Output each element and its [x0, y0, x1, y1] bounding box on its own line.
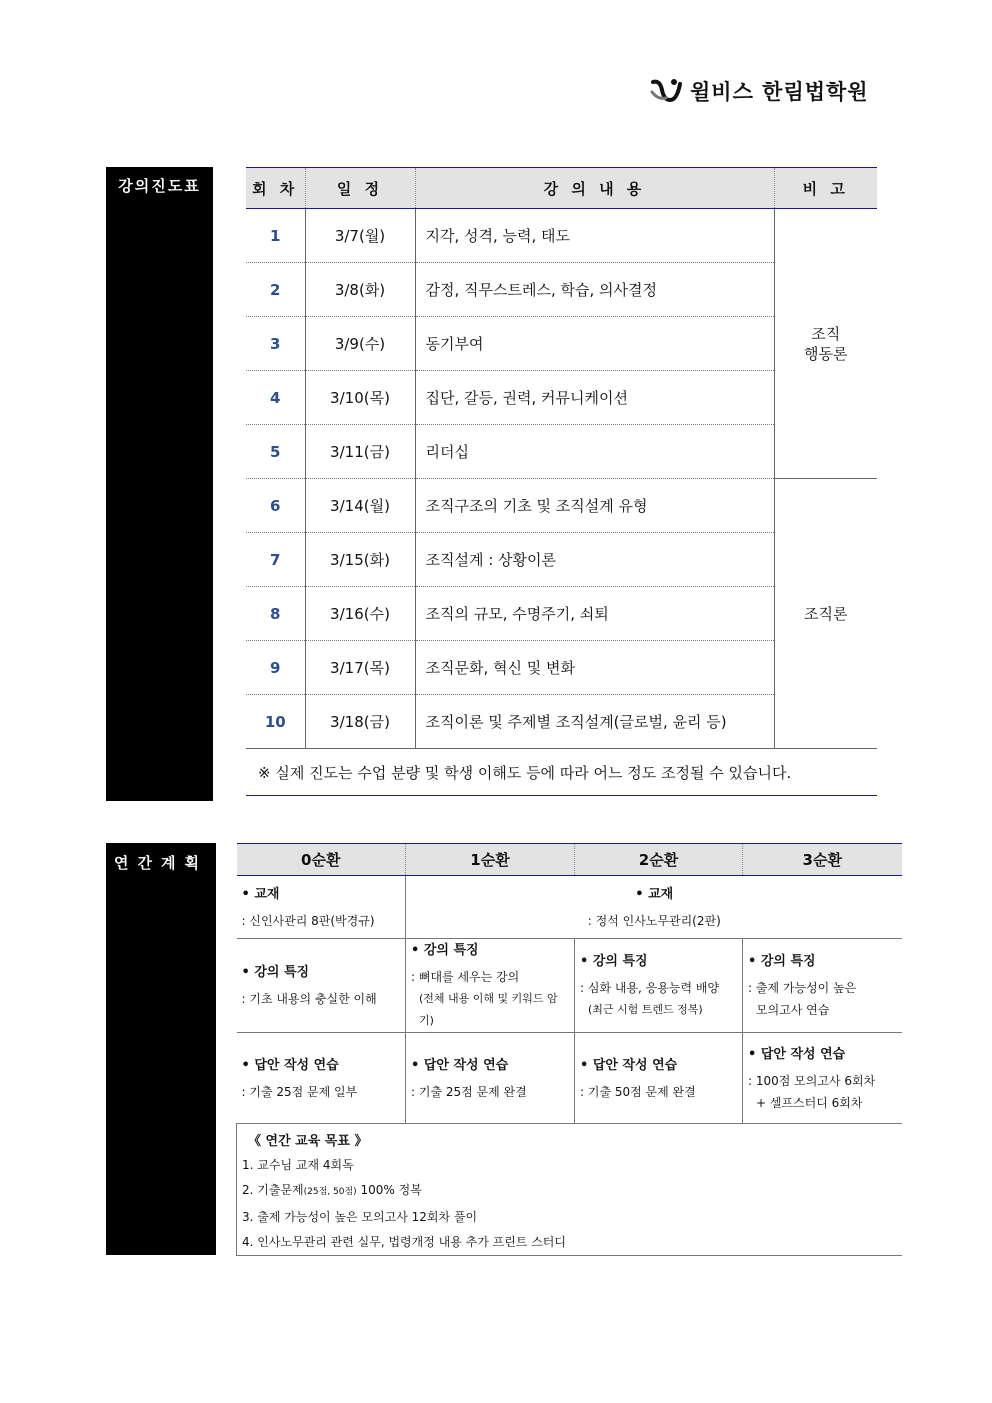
annual-plan-table [236, 843, 902, 1256]
academy-logo-text: 윌비스 한림법학원 [690, 80, 869, 104]
goal-item-part: 100% 정복 [356, 1183, 422, 1197]
answer-text: : 기출 25점 문제 완결 [411, 1084, 527, 1099]
features-text: : 기초 내용의 충실한 이해 [241, 992, 377, 1006]
session-content: 조직구조의 기초 및 조직설계 유형 [415, 479, 774, 533]
session-content: 감정, 직무스트레스, 학습, 의사결정 [415, 263, 774, 317]
session-content: 집단, 갈등, 권력, 커뮤니케이션 [415, 371, 774, 425]
plan-header-row [237, 844, 902, 876]
answer-title: • 답안 작성 연습 [748, 1046, 846, 1062]
answer-title: • 답안 작성 연습 [580, 1057, 678, 1073]
session-number: 7 [246, 533, 305, 587]
header-session: 회 차 [246, 168, 305, 209]
features-title: • 강의 특징 [411, 943, 479, 958]
textbook-text: : 신인사관리 8판(박경규) [241, 913, 375, 928]
plan-side-label-bar [106, 843, 216, 1255]
plan-side-label: 연간계획 [114, 854, 208, 872]
header-note: 비 고 [774, 168, 877, 209]
schedule-side-label: 강의진도표 [118, 177, 201, 195]
session-date: 3/16(수) [305, 587, 415, 641]
session-date: 3/18(금) [305, 695, 415, 749]
header-round-1: 1순환 [406, 844, 575, 876]
features-title: • 강의 특징 [748, 954, 816, 969]
session-number: 6 [246, 479, 305, 533]
answer-round-3 [743, 1033, 902, 1124]
answer-round-0 [237, 1033, 406, 1124]
header-round-0: 0순환 [237, 844, 406, 876]
session-content: 리더십 [415, 425, 774, 479]
goal-item-part: 2. 기출문제 [242, 1183, 304, 1197]
answer-text: : 100점 모의고사 6회차 [748, 1073, 876, 1088]
academy-logo [650, 74, 890, 108]
textbook-title: • 교재 [635, 886, 674, 902]
answer-title: • 답안 작성 연습 [411, 1057, 509, 1073]
features-subtext: (전체 내용 이해 및 키워드 암기) [419, 992, 558, 1027]
goal-item-small: (25점, 50점) [303, 1187, 357, 1197]
footnote-row [246, 749, 877, 796]
textbook-row [237, 876, 902, 939]
header-content: 강 의 내 용 [415, 168, 774, 209]
textbook-round-1-3 [406, 876, 902, 939]
answer-round-2 [575, 1033, 743, 1124]
answer-text: : 기출 50점 문제 완결 [580, 1084, 696, 1099]
textbook-round-0 [237, 876, 406, 939]
session-date: 3/9(수) [305, 317, 415, 371]
answer-title: • 답안 작성 연습 [241, 1057, 339, 1073]
textbook-title: • 교재 [241, 886, 280, 902]
lecture-schedule-table [246, 167, 877, 796]
academy-logo-icon [650, 76, 686, 106]
note-organization-theory: 조직론 [774, 479, 877, 749]
goals-title: 《 연간 교육 목표 》 [248, 1134, 368, 1149]
features-row [237, 939, 902, 1033]
session-number: 9 [246, 641, 305, 695]
session-date: 3/14(월) [305, 479, 415, 533]
session-number: 3 [246, 317, 305, 371]
session-date: 3/8(화) [305, 263, 415, 317]
features-round-3 [743, 939, 902, 1033]
textbook-text: : 정석 인사노무관리(2판) [587, 913, 721, 928]
header-date: 일 정 [305, 168, 415, 209]
session-number: 8 [246, 587, 305, 641]
session-date: 3/10(목) [305, 371, 415, 425]
note-organizational-behavior [774, 209, 877, 479]
features-subtext: 모의고사 연습 [756, 1003, 830, 1017]
session-number: 1 [246, 209, 305, 263]
answer-practice-row [237, 1033, 902, 1124]
goal-item: 4. 인사노무관리 관련 실무, 법령개정 내용 추가 프린트 스터디 [242, 1235, 566, 1249]
session-number: 4 [246, 371, 305, 425]
goal-item [242, 1178, 898, 1205]
session-content: 조직설계 : 상황이론 [415, 533, 774, 587]
schedule-header-row [246, 168, 877, 209]
annual-goals [237, 1124, 902, 1256]
answer-round-1 [406, 1033, 575, 1124]
session-number: 2 [246, 263, 305, 317]
note-line-1: 조직 [811, 324, 841, 343]
session-date: 3/17(목) [305, 641, 415, 695]
schedule-footnote: ※ 실제 진도는 수업 분량 및 학생 이해도 등에 따라 어느 정도 조정될 수 있습니다. [246, 749, 877, 796]
answer-subtext: + 셀프스터디 6회차 [756, 1095, 863, 1110]
features-text: : 출제 가능성이 높은 [748, 981, 857, 995]
header-round-2: 2순환 [575, 844, 743, 876]
session-content: 지각, 성격, 능력, 태도 [415, 209, 774, 263]
session-content: 조직의 규모, 수명주기, 쇠퇴 [415, 587, 774, 641]
features-round-1 [406, 939, 575, 1033]
features-subtext: (최근 시험 트렌드 정복) [588, 1003, 703, 1016]
goals-row [237, 1124, 902, 1256]
session-date: 3/15(화) [305, 533, 415, 587]
table-row [246, 209, 877, 263]
goal-item: 1. 교수님 교재 4회독 [242, 1158, 354, 1172]
features-round-0 [237, 939, 406, 1033]
features-title: • 강의 특징 [241, 965, 310, 980]
features-round-2 [575, 939, 743, 1033]
session-content: 조직이론 및 주제별 조직설계(글로벌, 윤리 등) [415, 695, 774, 749]
note-line-2: 행동론 [804, 344, 848, 363]
session-number: 5 [246, 425, 305, 479]
features-title: • 강의 특징 [580, 954, 648, 969]
session-content: 조직문화, 혁신 및 변화 [415, 641, 774, 695]
header-round-3: 3순환 [743, 844, 902, 876]
answer-text: : 기출 25점 문제 일부 [241, 1084, 358, 1099]
schedule-side-label-bar [106, 167, 213, 801]
goal-item: 3. 출제 가능성이 높은 모의고사 12회차 풀이 [242, 1210, 478, 1224]
table-row [246, 479, 877, 533]
session-number: 10 [246, 695, 305, 749]
session-date: 3/11(금) [305, 425, 415, 479]
features-text: : 심화 내용, 응용능력 배양 [580, 981, 720, 995]
features-text: : 뼈대를 세우는 강의 [411, 970, 520, 984]
session-date: 3/7(월) [305, 209, 415, 263]
session-content: 동기부여 [415, 317, 774, 371]
